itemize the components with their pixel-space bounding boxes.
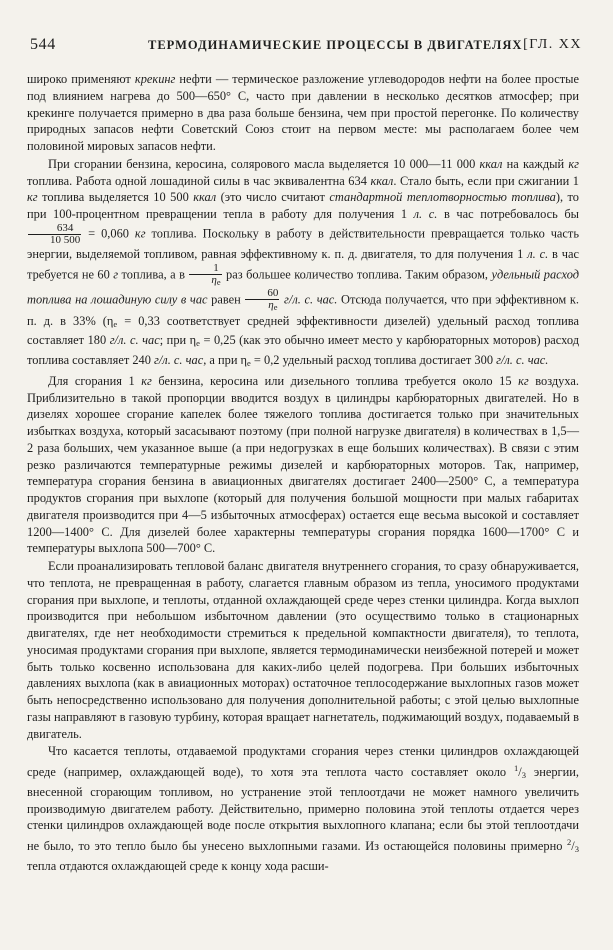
- text: топлива выделяется 10 500: [37, 190, 194, 205]
- emphasis: кг: [27, 190, 38, 205]
- text: (это число считают: [216, 190, 330, 205]
- subscript: 3: [574, 844, 579, 855]
- text: энергии, внесенной сгорающим топливом, но устранение этой теплоотдачи не может намного увеличить производимую двигателем работу. Действительно, примерно половина этой теплоты отдается через стенки цилиндров охлаждающей воде после открытия выхлопного клапана; если бы этой теплоотдачи не было, то это тепло было бы унесено выхлопными газами. Из остающейся половины примерно: [27, 765, 579, 854]
- fraction-numerator: 60: [245, 288, 279, 300]
- paragraph-2: [27, 156, 579, 372]
- fraction-634-10500: [28, 223, 81, 246]
- text: . Стало быть, если при сжигании 1: [393, 173, 579, 188]
- emphasis: г: [113, 266, 119, 281]
- paragraph-1: [27, 71, 579, 155]
- text: = 0,25 (как это обычно имеет место у карбюраторных моторов) расход топлива составляет 240: [27, 333, 579, 367]
- emphasis: г/л. с. час.: [284, 291, 338, 306]
- emphasis: удельный расход топлива на лошадиную силу в час: [27, 266, 579, 306]
- page-body: [27, 71, 579, 875]
- page-number: 544: [30, 36, 56, 53]
- fraction-1-eta: [189, 263, 221, 288]
- fraction-denominator: 10 500: [50, 233, 81, 246]
- emphasis: кг: [568, 156, 579, 171]
- text: в час требуется не 60: [27, 246, 579, 281]
- emphasis: ккал: [370, 173, 394, 188]
- text: в час потребовалось бы: [437, 207, 579, 221]
- eta-symbol: η: [268, 298, 274, 311]
- text: нефти — термическое разложение углеводородов нефти на более простые под влиянием нагрева до 500—650° С, часто при давлении в несколько десятков атмосфер; при крекинге получается примерно в два раза больше бензина, чем при простой перегонке. По количеству природных запасов нефти Советский Союз стоит на первом месте: мы располагаем более чем половиной мировых запасов нефти.: [27, 72, 579, 153]
- running-title: ТЕРМОДИНАМИЧЕСКИЕ ПРОЦЕССЫ В ДВИГАТЕЛЯХ: [148, 38, 523, 52]
- text: топлива. Поскольку в работу в действительности превращается только часть энергии, выделяемой топливом, равная эффективному к. п. д. двигателя, то для получения 1: [27, 226, 579, 261]
- superscript: 1: [514, 763, 519, 773]
- eta-symbol: η: [211, 273, 217, 286]
- emphasis: г/л. с. час.: [496, 353, 549, 367]
- subscript: e: [196, 338, 200, 349]
- text: равен: [207, 291, 245, 306]
- subscript: e: [273, 301, 278, 312]
- text: = 0,060: [82, 226, 135, 241]
- subscript: 3: [521, 770, 526, 781]
- fraction-numerator: 1: [189, 263, 221, 275]
- text: Отсюда получается, что при эффективном к. п. д. в 33% (η: [27, 291, 579, 328]
- paragraph-4: [27, 558, 579, 742]
- text: топлива, а в: [118, 266, 189, 281]
- chapter-label: [ГЛ. XX: [523, 37, 582, 52]
- text: , а при η: [203, 353, 248, 367]
- text: топлива. Работа одной лошадиной силы в час эквивалентна 634: [27, 173, 371, 188]
- text: бензина, керосина или дизельного топлива требуется около 15: [151, 373, 519, 388]
- subscript: e: [247, 358, 251, 368]
- emphasis: ккал: [193, 190, 217, 205]
- text: ), то при 100-процентном превращении тепла в работу для получения 1: [27, 190, 579, 221]
- text: Если проанализировать тепловой баланс двигателя внутреннего сгорания, то сразу обнаруживается, что теплота, не превращенная в работу, слагается главным образом из тепла, уносимого продуктами сгорания при выхлопе, и теплоты, отданной охлаждающей среде через стенки цилиндра. Когда выхлоп производится при небольшом избыточном давлении (это осуществимо только в стационарных двигателях, где нет необходимости стремиться к предельной компактности двигателя), то теплота, уносимая продуктами сгорания при выхлопе, является термодинамически неизбежной потерей и может быть только косвенно использована для каких-либо целей подогрева. При больших избыточных давлениях выхлопа (как в авиационных моторах) остаточное теплосодержание выхлопных газов может быть непосредственно использовано для получения дополнительной работы; с этой целью выхлопные газы направляют в газовую турбину, которая вращает нагнетатель, поджимающий воздух, подаваемый в двигатель.: [27, 559, 579, 741]
- text: раз большее количество топлива. Таким образом,: [222, 266, 492, 281]
- emphasis: л. с.: [413, 207, 438, 221]
- emphasis: г/л. с. час: [109, 333, 160, 348]
- paragraph-5: [27, 743, 579, 875]
- emphasis: г/л. с. час: [154, 353, 204, 367]
- fraction-denominator: [189, 275, 221, 288]
- emphasis: кг: [518, 373, 529, 388]
- emphasis: л. с.: [527, 246, 549, 261]
- emphasis: кг: [141, 373, 152, 388]
- paragraph-3: [27, 373, 579, 557]
- page-header: [30, 36, 582, 56]
- fraction-numerator: 634: [28, 223, 81, 235]
- text: широко применяют: [27, 72, 135, 86]
- subscript: e: [113, 318, 118, 329]
- fraction-denominator: [245, 300, 279, 313]
- text: Что касается теплоты, отдаваемой продуктами сгорания через стенки цилиндров охлаждающей среде (например, охлаждающей воде), то хотя эта теплота часто составляет около: [27, 744, 579, 780]
- text: на каждый: [502, 156, 569, 171]
- text: ; при η: [159, 333, 197, 348]
- fraction-60-eta: [245, 288, 279, 313]
- fraction-slash: /: [518, 765, 522, 780]
- emphasis: ккал: [479, 156, 503, 171]
- fraction-slash: /: [571, 839, 575, 854]
- text: воздуха. Приблизительно в такой пропорции вводится воздух в цилиндры карбюраторных двигателей. Но в дизелях хорошее сгорание капелек более тяжелого топлива достигается только при значительных избытках воздуха, который засасывают поэтому (при полной нагрузке двигателя) в количествах в 1,5—2 раза больших, чем указанное выше (а при недогрузках в еще больших количествах). В связи с этим резко различаются температурные режимы дизелей и карбюраторных моторов. Так, например, температура сгорания бензина в авиационных двигателях достигает 2400—2500° С, а температура продуктов сгорания при выхлопе (который для получения большой мощности при малых габаритах двигателя производится при 4—5 избыточных атмосферах) остается еще весьма высокой и составляет 1200—1400° С. Для дизелей более характерны температуры сгорания порядка 1600—1700° С и температуры выхлопа 500—700° С.: [27, 373, 579, 556]
- emphasis: крекинг: [134, 72, 176, 86]
- text: тепла отдаются охлаждающей среде к концу хода расши-: [27, 859, 329, 873]
- emphasis: стандартной теплотворностью топлива: [329, 190, 556, 205]
- text: При сгорании бензина, керосина, солярового масла выделяется 10 000—11 000: [48, 156, 480, 171]
- subscript: e: [216, 276, 221, 287]
- text: = 0,33 соответствует средней эффективности дизелей) удельный расход топлива составляет 180: [27, 313, 579, 348]
- text: Для сгорания 1: [48, 373, 142, 388]
- superscript: 2: [567, 837, 572, 848]
- emphasis: кг: [134, 226, 146, 241]
- text: = 0,2 удельный расход топлива достигает 300: [250, 353, 497, 367]
